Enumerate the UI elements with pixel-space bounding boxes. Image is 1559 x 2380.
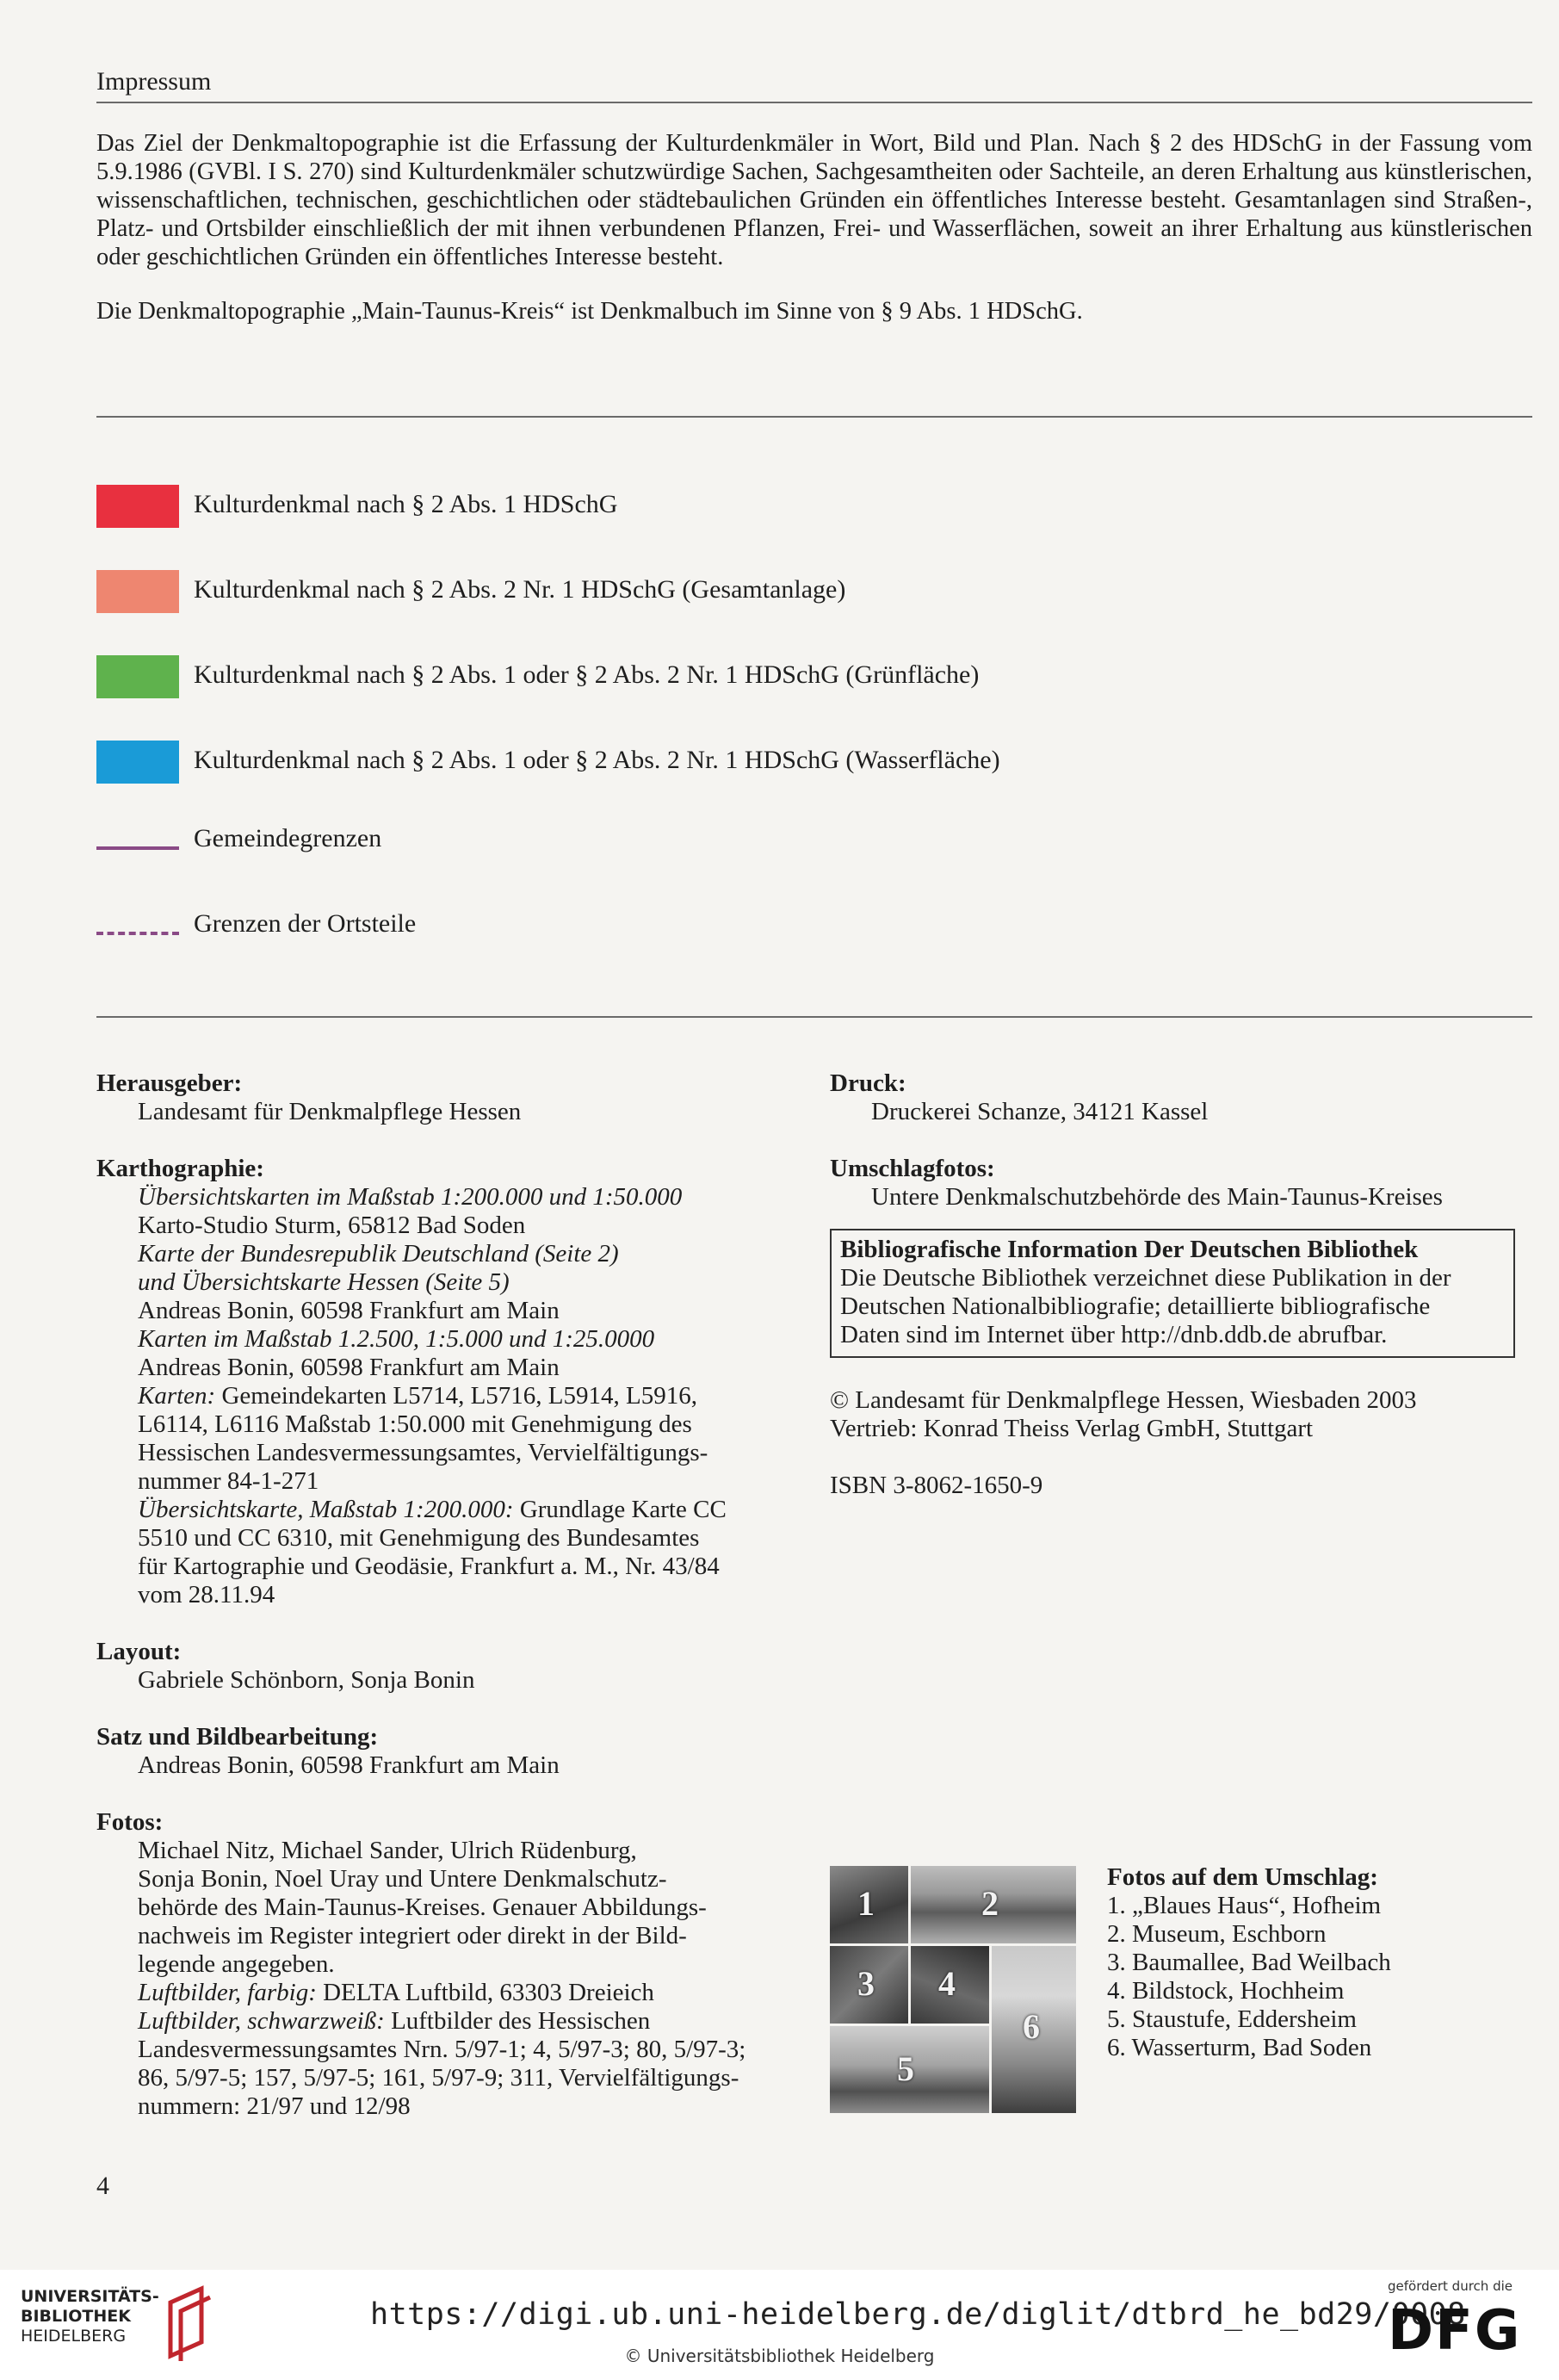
dfg-logo[interactable]: DFG [1388, 2299, 1522, 2363]
divider-rule-1 [96, 416, 1532, 418]
legend-label: Grenzen der Ortsteile [194, 909, 417, 938]
cover-photo-grid [830, 1866, 1076, 2113]
credit-line-text: Luftbilder des Hessischen [384, 2007, 651, 2035]
credit-line: für Kartographie und Geodäsie, Frankfurt a. M., Nr. 43/84 [138, 1553, 720, 1580]
credit-line-italic: Übersichtskarte, Maßstab 1:200.000: [138, 1496, 514, 1523]
ub-heidelberg-logo[interactable] [21, 2287, 159, 2346]
credit-line: und Übersichtskarte Hessen (Seite 5) [138, 1268, 510, 1296]
credit-druck [830, 1069, 1536, 1126]
legend-swatch-salmon [96, 570, 179, 613]
biblio-heading: Bibliografische Information Der Deutschen Bibliothek [840, 1236, 1419, 1263]
legend-item [96, 908, 1216, 994]
intro-text [96, 129, 1532, 351]
credit-line: Übersichtskarten im Maßstab 1:200.000 und 1:50.000 [138, 1183, 683, 1211]
credit-line: Andreas Bonin, 60598 Frankfurt am Main [138, 1297, 560, 1324]
credit-line: 86, 5/97-5; 157, 5/97-5; 161, 5/97-9; 311, Vervielfältigungs- [138, 2064, 739, 2092]
header-rule [96, 102, 1532, 103]
legend-label: Gemeindegrenzen [194, 824, 382, 852]
intro-paragraph-1: Das Ziel der Denkmaltopographie ist die Erfassung der Kulturdenkmäler in Wort, Bild und Plan. Nach § 2 des HDSchG in der Fassung vom 5.9.1986 (GVBl. I S. 270) sind Kulturdenkmäler schutzwürdige Sachen, Sachgesamtheiten oder Sachteile, an deren Erhaltung aus künstlerischen, wissenschaftlichen, technischen, geschichtlichen oder städtebaulichen Gründen ein öffentliches Interesse besteht. Gesamtanlagen sind Straßen-, Platz- und Ortsbilder einschließlich der mit ihnen verbundenen Pflanzen, Frei- und Wasserflächen, soweit an ihrer Erhaltung aus künstlerischen oder geschichtlichen Gründen ein öffentliches Interesse besteht. [96, 130, 1532, 270]
credit-line: behörde des Main-Taunus-Kreises. Genauer Abbildungs- [138, 1893, 707, 1921]
credit-layout [96, 1638, 820, 1695]
legend-swatch-green [96, 655, 179, 698]
legend-dashed-line [96, 932, 179, 935]
credit-line [138, 1979, 820, 2007]
credit-heading: Fotos: [96, 1808, 164, 1836]
credit-line: vom 28.11.94 [138, 1581, 275, 1608]
credit-heading: Karthographie: [96, 1155, 264, 1182]
credit-line [138, 1382, 820, 1410]
photo-number: 3 [857, 1964, 875, 2003]
credit-line-italic: Luftbilder, schwarzweiß: [138, 2007, 385, 2035]
credit-umschlagfotos [830, 1155, 1536, 1212]
cover-photo-captions [1107, 1863, 1391, 2062]
cover-photo-2 [911, 1866, 1076, 1943]
credit-line: Michael Nitz, Michael Sander, Ulrich Rüdenburg, [138, 1837, 637, 1864]
credit-line: Andreas Bonin, 60598 Frankfurt am Main [138, 1354, 560, 1381]
logo-text-line: UNIVERSITÄTS- [21, 2287, 159, 2306]
credit-heading: Layout: [96, 1638, 182, 1665]
intro-paragraph-2: Die Denkmaltopographie „Main-Taunus-Kreis“ ist Denkmalbuch im Sinne von § 9 Abs. 1 HDSchG. [96, 298, 1083, 325]
credit-line: legende angegeben. [138, 1950, 335, 1978]
photo-number: 5 [897, 2049, 914, 2088]
credit-line: Landesvermessungsamtes Nrn. 5/97-1; 4, 5/97-3; 80, 5/97-3; [138, 2036, 746, 2063]
legend-label: Kulturdenkmal nach § 2 Abs. 2 Nr. 1 HDSchG (Gesamtanlage) [194, 575, 846, 604]
credit-line: nachweis im Register integriert oder direkt in der Bild- [138, 1922, 687, 1949]
credit-line: Druckerei Schanze, 34121 Kassel [871, 1098, 1209, 1125]
cover-photo-3 [830, 1946, 908, 2024]
footer-copyright: © Universitätsbibliothek Heidelberg [624, 2346, 935, 2366]
credit-heading: Umschlagfotos: [830, 1155, 995, 1182]
credit-heading: Satz und Bildbearbeitung: [96, 1723, 379, 1751]
legend-item [96, 653, 1216, 738]
page-number: 4 [96, 2172, 109, 2200]
credit-line: Hessischen Landesvermessungsamtes, Vervielfältigungs- [138, 1439, 708, 1466]
photo-number: 2 [981, 1884, 999, 1923]
cover-captions-heading: Fotos auf dem Umschlag: [1107, 1863, 1378, 1891]
credit-line: Untere Denkmalschutzbehörde des Main-Taunus-Kreises [871, 1183, 1443, 1211]
credit-line: nummer 84-1-271 [138, 1467, 319, 1495]
photo-number: 1 [857, 1884, 875, 1923]
legend-swatch-blue [96, 741, 179, 784]
viewer-footer [0, 2270, 1559, 2380]
credit-line: Karten im Maßstab 1.2.500, 1:5.000 und 1:25.0000 [138, 1325, 655, 1353]
credit-line-italic: Luftbilder, farbig: [138, 1979, 317, 2006]
cover-caption: 3. Baumallee, Bad Weilbach [1107, 1949, 1391, 1976]
credit-line: Gabriele Schönborn, Sonja Bonin [138, 1666, 475, 1694]
isbn: ISBN 3-8062-1650-9 [830, 1472, 1043, 1499]
divider-rule-2 [96, 1016, 1532, 1018]
credit-heading: Herausgeber: [96, 1069, 243, 1097]
credit-line: Karto-Studio Sturm, 65812 Bad Soden [138, 1212, 526, 1239]
cover-photo-6 [992, 1946, 1076, 2113]
photo-number: 6 [1023, 2007, 1040, 2046]
legend-item [96, 738, 1216, 823]
credit-line-italic: Karten: [138, 1382, 216, 1410]
cover-photo-1 [830, 1866, 908, 1943]
credit-line: nummern: 21/97 und 12/98 [138, 2092, 411, 2120]
credit-line: 5510 und CC 6310, mit Genehmigung des Bundesamtes [138, 1524, 700, 1552]
cover-photo-4 [911, 1946, 989, 2024]
copyright-line: © Landesamt für Denkmalpflege Hessen, Wiesbaden 2003 [830, 1386, 1417, 1414]
distribution-line: Vertrieb: Konrad Theiss Verlag GmbH, Stuttgart [830, 1415, 1314, 1442]
photo-number: 4 [938, 1964, 956, 2003]
permalink-url[interactable]: https://digi.ub.uni-heidelberg.de/diglit/dtbrd_he_bd29/0008 [370, 2297, 1466, 2332]
logo-text-line: HEIDELBERG [21, 2327, 127, 2346]
credit-herausgeber [96, 1069, 820, 1126]
credit-karthographie [96, 1155, 820, 1609]
legend-swatch-red [96, 485, 179, 528]
credit-line [138, 1496, 820, 1524]
cover-caption: 6. Wasserturm, Bad Soden [1107, 2034, 1372, 2061]
dfg-funding-note: gefördert durch die [1388, 2278, 1513, 2294]
logo-text-line: BIBLIOTHEK [21, 2307, 131, 2326]
isbn-block [830, 1472, 1536, 1500]
cover-photo-5 [830, 2026, 989, 2113]
credits-left-column [96, 1069, 820, 2149]
biblio-line: Daten sind im Internet über http://dnb.ddb.de abrufbar. [840, 1321, 1388, 1348]
biblio-line: Deutschen Nationalbibliografie; detaillierte bibliografische [840, 1292, 1431, 1320]
credit-line-text: Gemeindekarten L5714, L5716, L5914, L5916, [215, 1382, 697, 1410]
legend-item [96, 482, 1216, 567]
legend-label: Kulturdenkmal nach § 2 Abs. 1 oder § 2 Abs. 2 Nr. 1 HDSchG (Wasserfläche) [194, 746, 1000, 774]
biblio-line: Die Deutsche Bibliothek verzeichnet diese Publikation in der [840, 1264, 1451, 1292]
section-header: Impressum [96, 67, 212, 96]
credit-heading: Druck: [830, 1069, 906, 1097]
cover-caption: 2. Museum, Eschborn [1107, 1920, 1327, 1948]
bibliographic-info-box [830, 1229, 1515, 1358]
cover-caption: 1. „Blaues Haus“, Hofheim [1107, 1892, 1382, 1919]
map-legend [96, 482, 1216, 994]
legend-item [96, 567, 1216, 653]
credit-line-text: DELTA Luftbild, 63303 Dreieich [316, 1979, 654, 2006]
legend-label: Kulturdenkmal nach § 2 Abs. 1 HDSchG [194, 490, 618, 518]
credit-line: Andreas Bonin, 60598 Frankfurt am Main [138, 1751, 560, 1779]
legend-label: Kulturdenkmal nach § 2 Abs. 1 oder § 2 Abs. 2 Nr. 1 HDSchG (Grünfläche) [194, 660, 980, 689]
cover-caption: 5. Staustufe, Eddersheim [1107, 2005, 1357, 2033]
copyright-block [830, 1386, 1536, 1443]
credit-line: Sonja Bonin, Noel Uray und Untere Denkmalschutz- [138, 1865, 667, 1893]
credit-line: Landesamt für Denkmalpflege Hessen [138, 1098, 522, 1125]
legend-solid-line [96, 846, 179, 850]
credit-line [138, 2007, 820, 2036]
credit-fotos [96, 1808, 820, 2121]
legend-item [96, 823, 1216, 908]
cover-caption: 4. Bildstock, Hochheim [1107, 1977, 1345, 2005]
credit-line-text: Grundlage Karte CC [513, 1496, 727, 1523]
credit-line: Karte der Bundesrepublik Deutschland (Seite 2) [138, 1240, 619, 1267]
credit-satz [96, 1723, 820, 1780]
credits-right-column [830, 1069, 1536, 1528]
credit-line: L6114, L6116 Maßstab 1:50.000 mit Genehmigung des [138, 1410, 692, 1438]
